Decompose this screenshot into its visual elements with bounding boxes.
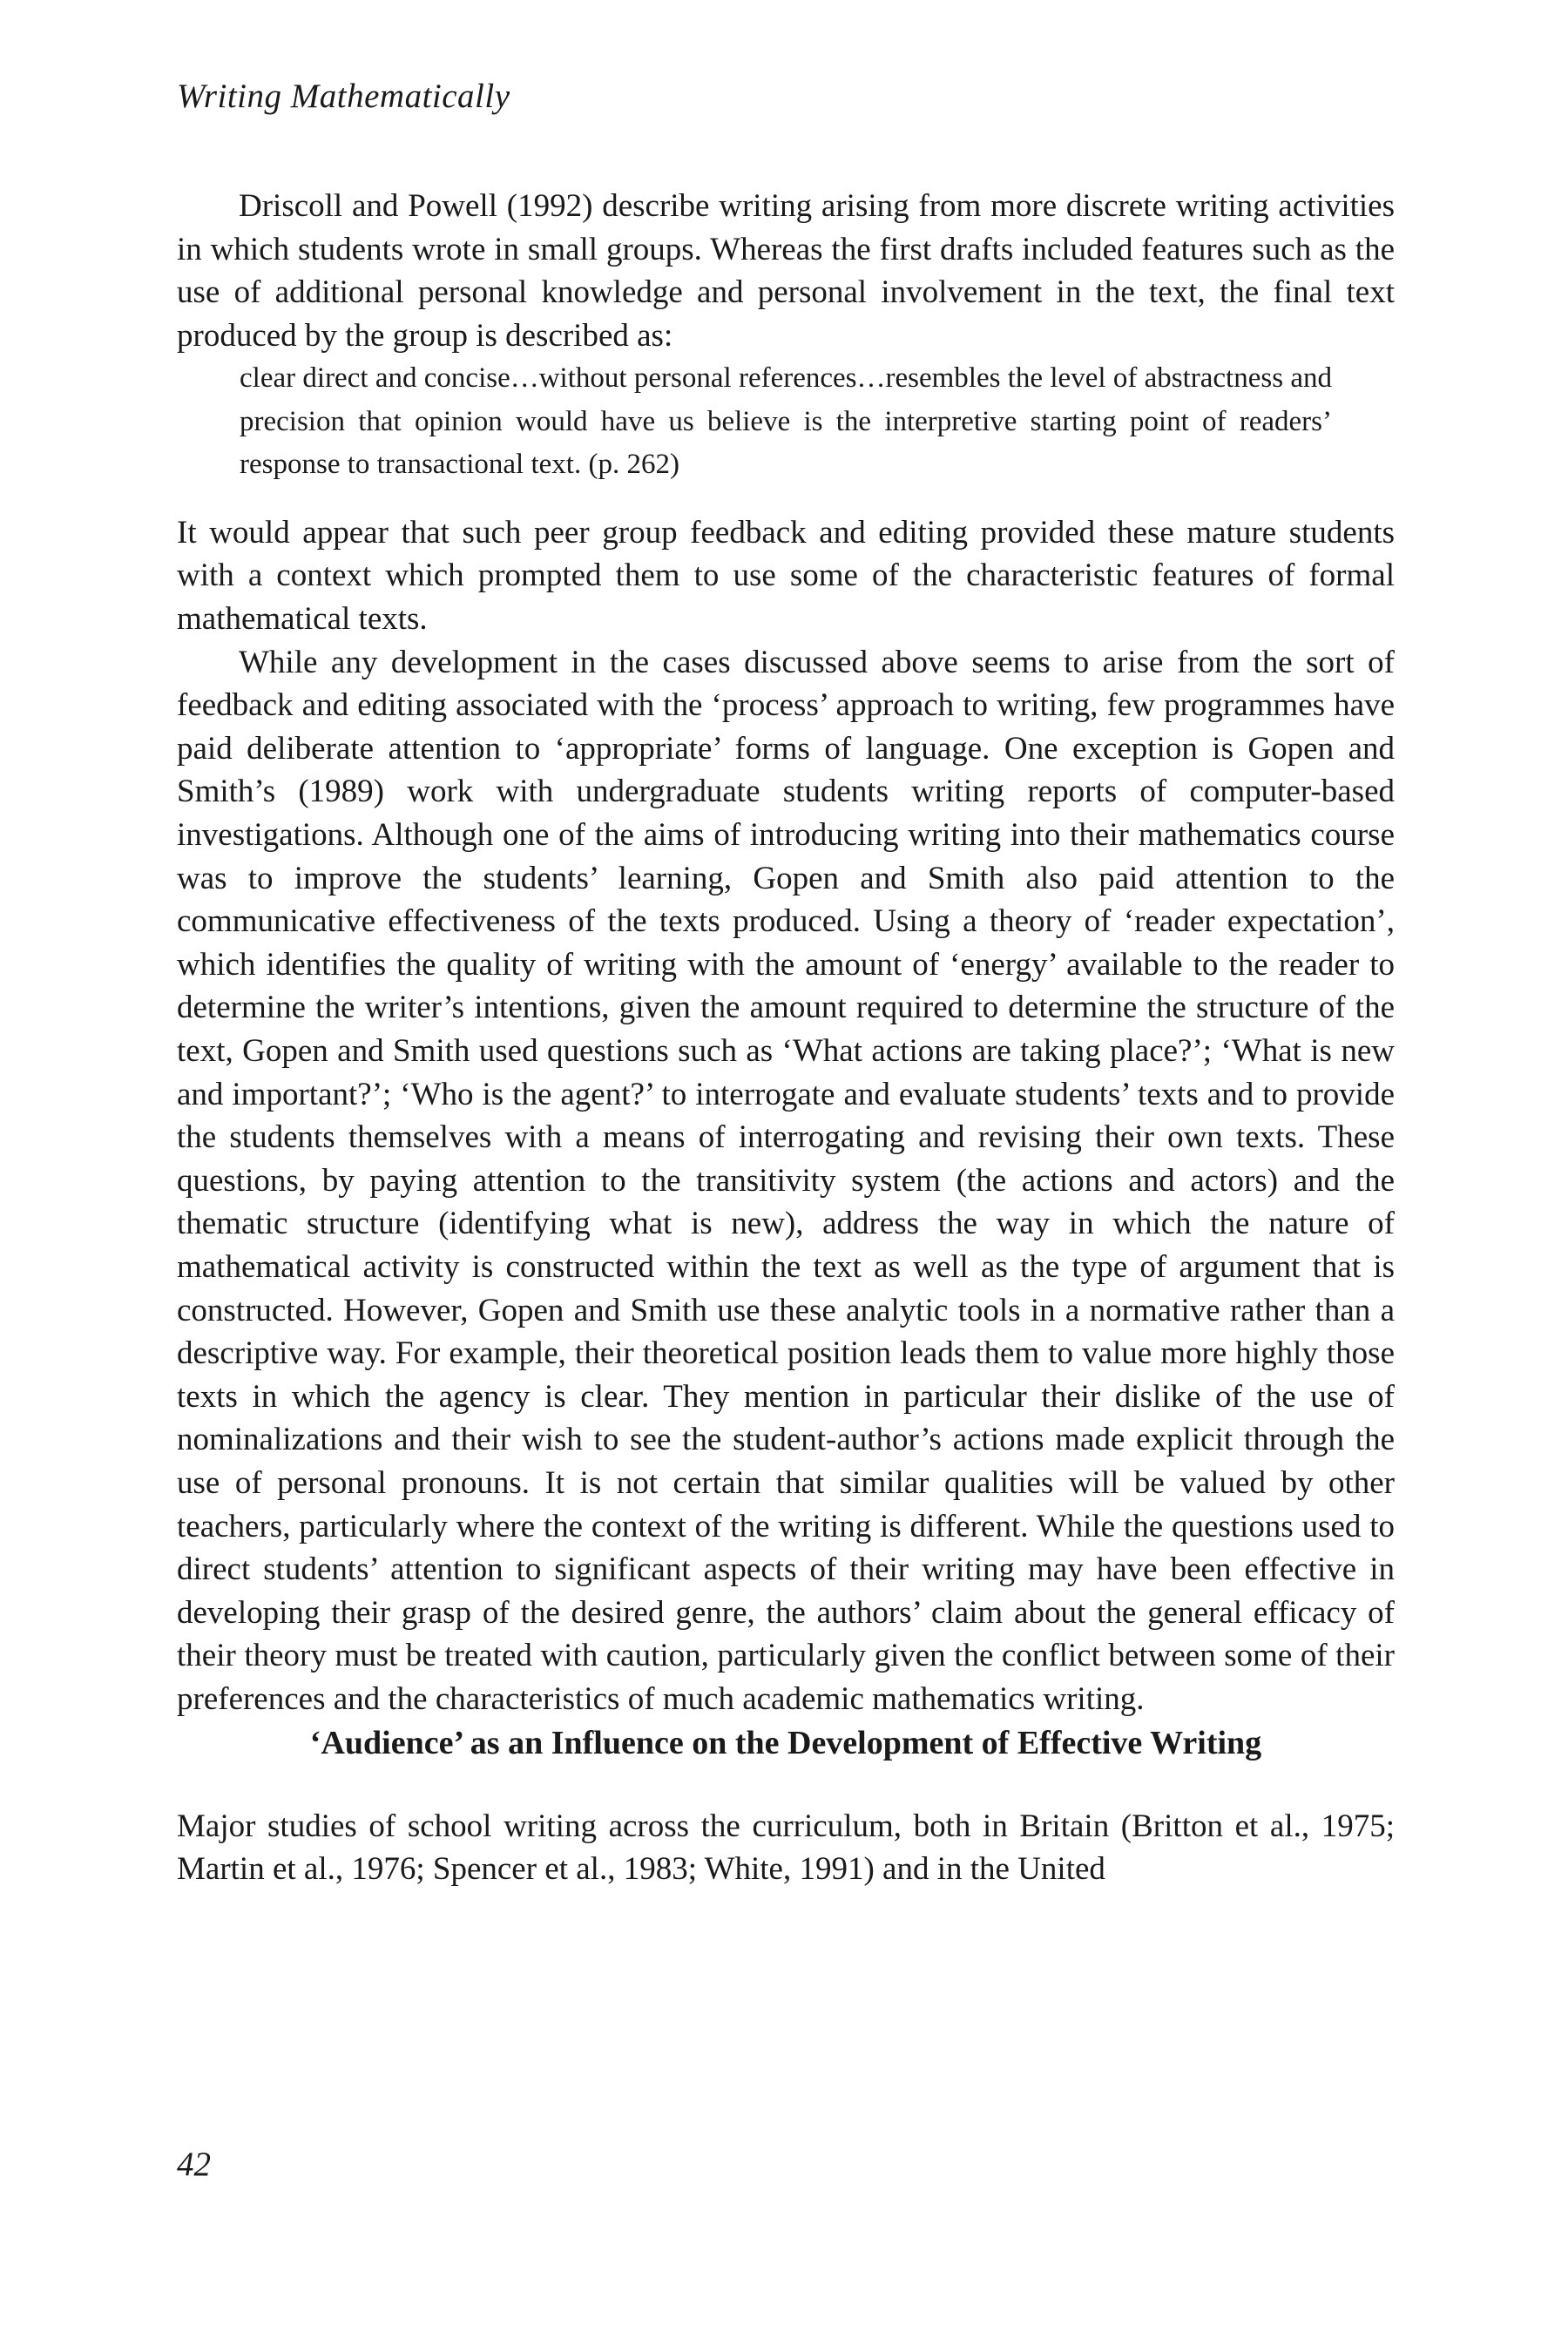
- section-heading: ‘Audience’ as an Influence on the Development of Effective Writing: [309, 1724, 1262, 1761]
- body-text: [177, 185, 1395, 1891]
- running-head: Writing Mathematically: [177, 78, 510, 115]
- page-number: 42: [177, 2146, 211, 2183]
- paragraph-driscoll-powell: Driscoll and Powell (1992) describe writing arising from more discrete writing activities in which students wrote in small groups. Whereas the first drafts included features such as the use of additional personal knowledge and personal involvement in the text, the final text produced by the group is described as:: [177, 188, 1395, 354]
- paragraph-gopen-smith: While any development in the cases discussed above seems to arise from the sort of feedback and editing associated with the ‘process’ approach to writing, few programmes have paid deliberate attention to ‘appropriate’ forms of language. One exception is Gopen and Smith’s (1989) work with undergraduate students writing reports of computer-based investigations. Although one of the aims of introducing writing into their mathematics course was to improve the students’ learning, Gopen and Smith also paid attention to the communicative effectiveness of the texts produced. Using a theory of ‘reader expectation’, which identifies the quality of writing with the amount of ‘energy’ available to the reader to determine the writer’s intentions, given the amount required to determine the structure of the text, Gopen and Smith used questions such as ‘What actions are taking place?’; ‘What is new and important?’; ‘Who is the agent?’ to interrogate and evaluate students’ texts and to provide the students themselves with a means of interrogating and revising their own texts. These questions, by paying attention to the transitivity system (the actions and actors) and the thematic structure (identifying what is new), address the way in which the nature of mathematical activity is constructed within the text as well as the type of argument that is constructed. However, Gopen and Smith use these analytic tools in a normative rather than a descriptive way. For example, their theoretical position leads them to value more highly those texts in which the agency is clear. They mention in particular their dislike of the use of nominalizations and their wish to see the student-author’s actions made explicit through the use of personal pronouns. It is not certain that similar qualities will be valued by other teachers, particularly where the context of the writing is different. While the questions used to direct students’ attention to significant aspects of their writing may have been effective in developing their grasp of the desired genre, the authors’ claim about the general efficacy of their theory must be treated with caution, particularly given the conflict between some of their preferences and the characteristics of much academic mathematics writing.: [177, 644, 1395, 1717]
- paragraph-major-studies: Major studies of school writing across the curriculum, both in Britain (Britton et al., 1975; Martin et al., 1976; Spencer et al., 1983; White, 1991) and in the United: [177, 1808, 1395, 1888]
- paragraph-peer-feedback: It would appear that such peer group feedback and editing provided these mature students with a context which prompted them to use some of the characteristic features of formal mathematical texts.: [177, 514, 1395, 638]
- block-quotation: clear direct and concise…without personal references…resembles the level of abstractness and precision that opinion would have us believe is the interpretive starting point of readers’ response to transactional text. (p. 262): [240, 362, 1332, 481]
